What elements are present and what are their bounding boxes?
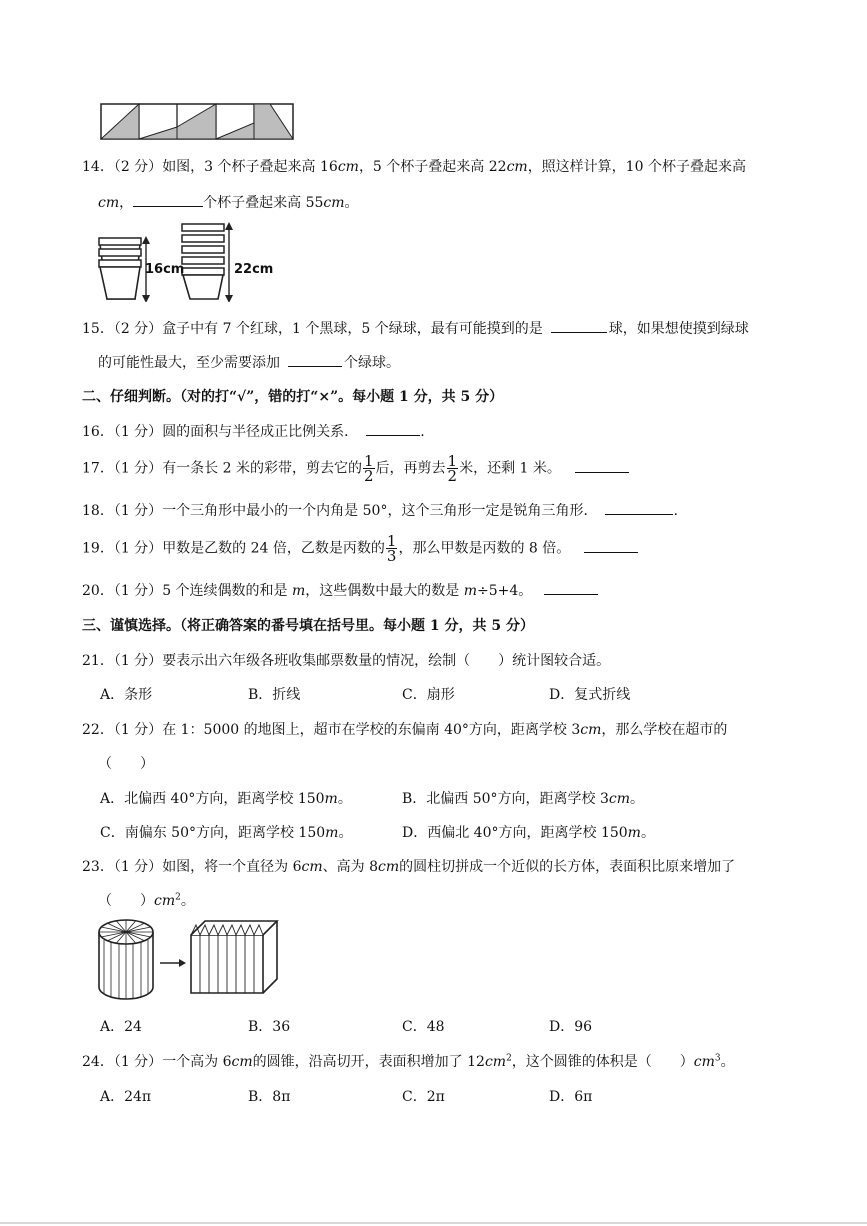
question-23-line2: （ ）$cm^2$。 xyxy=(98,892,195,909)
page-bottom-edge xyxy=(0,1222,867,1224)
option-b[interactable]: B．8π xyxy=(248,1089,291,1105)
answer-blank[interactable] xyxy=(288,352,342,367)
answer-blank[interactable] xyxy=(551,318,607,333)
triangle-strip-figure xyxy=(100,103,295,141)
fraction-one-half: $\frac{1}{2}$ xyxy=(364,452,374,485)
answer-blank[interactable] xyxy=(133,192,203,207)
option-c[interactable]: C．扇形 xyxy=(402,687,455,703)
question-15-line1: 15．（2 分）盒子中有 7 个红球，1 个黑球，5 个绿球，最有可能摸到的是 球，如果想使摸到绿球 xyxy=(82,318,749,338)
answer-blank[interactable] xyxy=(366,421,420,436)
question-19: 19．（1 分）甲数是乙数的 24 倍，乙数是丙数的 $\frac{1}{3}$ ，那么甲数是丙数的 8 倍。 xyxy=(82,534,638,563)
question-22-paren: （ ） xyxy=(98,756,154,772)
cylinder-to-cuboid-figure xyxy=(95,915,290,1005)
option-b[interactable]: B．北偏西 50°方向，距离学校 3cm。 xyxy=(402,791,645,807)
option-b[interactable]: B．折线 xyxy=(248,687,301,703)
answer-blank[interactable] xyxy=(584,538,638,553)
section-3-heading: 三、谨慎选择。（将正确答案的番号填在括号里。每小题 1 分，共 5 分） xyxy=(82,618,534,634)
cup-height-label-22: 22cm xyxy=(234,262,274,277)
option-b[interactable]: B．36 xyxy=(248,1019,291,1035)
option-c[interactable]: C．2π xyxy=(402,1089,445,1105)
question-17: 17．（1 分）有一条长 2 米的彩带，剪去它的 $\frac{1}{2}$ 后，再剪去 $\frac{1}{2}$ 米，还剩 1 米。 xyxy=(82,454,629,483)
option-c[interactable]: C．南偏东 50°方向，距离学校 150m。 xyxy=(100,825,353,841)
question-21: 21．（1 分）要表示出六年级各班收集邮票数量的情况，绘制（ ）统计图较合适。 xyxy=(82,653,611,669)
question-24: 24．（1 分）一个高为 6cm的圆锥，沿高切开，表面积增加了 $12cm^2$，这个圆锥的体积是（ ）$cm^3$。 xyxy=(82,1053,735,1070)
fraction-one-third: $\frac{1}{3}$ xyxy=(386,532,397,565)
question-15-line2: 的可能性最大，至少需要添加 个绿球。 xyxy=(98,352,400,372)
option-d[interactable]: D．西偏北 40°方向，距离学校 150m。 xyxy=(402,825,655,841)
option-a[interactable]: A．24 xyxy=(100,1019,142,1035)
option-c[interactable]: C．48 xyxy=(402,1019,445,1035)
question-14-line2: cm， 个杯子叠起来高 55cm。 xyxy=(98,192,359,212)
question-18: 18．（1 分）一个三角形中最小的一个内角是 50°，这个三角形一定是锐角三角形． . xyxy=(82,500,678,520)
answer-blank[interactable] xyxy=(544,580,598,595)
answer-blank[interactable] xyxy=(575,458,629,473)
option-d[interactable]: D．复式折线 xyxy=(549,687,631,703)
question-16: 16．（1 分）圆的面积与半径成正比例关系． . xyxy=(82,421,425,441)
section-2-heading: 二、仔细判断。（对的打“√”，错的打“×”。每小题 1 分，共 5 分） xyxy=(82,389,504,405)
cup-height-label-16: 16cm xyxy=(145,262,185,277)
fraction-one-half: $\frac{1}{2}$ xyxy=(447,452,458,485)
option-d[interactable]: D．6π xyxy=(549,1089,593,1105)
question-14-line1: 14．（2 分）如图，3 个杯子叠起来高 16cm，5 个杯子叠起来高 22cm，照这样计算，10 个杯子叠起来高 xyxy=(82,159,746,175)
option-a[interactable]: A．24π xyxy=(100,1089,152,1105)
question-20: 20．（1 分）5 个连续偶数的和是 m，这些偶数中最大的数是 m÷5+4。 xyxy=(82,580,598,600)
question-23-line1: 23．（1 分）如图，将一个直径为 6cm、高为 8cm的圆柱切拼成一个近似的长方体，表面积比原来增加了 xyxy=(82,859,736,875)
question-22-line1: 22．（1 分）在 1：5000 的地图上，超市在学校的东偏南 40°方向，距离学校 3cm，那么学校在超市的 xyxy=(82,722,728,738)
option-a[interactable]: A．北偏西 40°方向，距离学校 150m。 xyxy=(100,791,352,807)
option-a[interactable]: A．条形 xyxy=(100,687,153,703)
answer-blank[interactable] xyxy=(605,500,673,515)
option-d[interactable]: D．96 xyxy=(549,1019,593,1035)
